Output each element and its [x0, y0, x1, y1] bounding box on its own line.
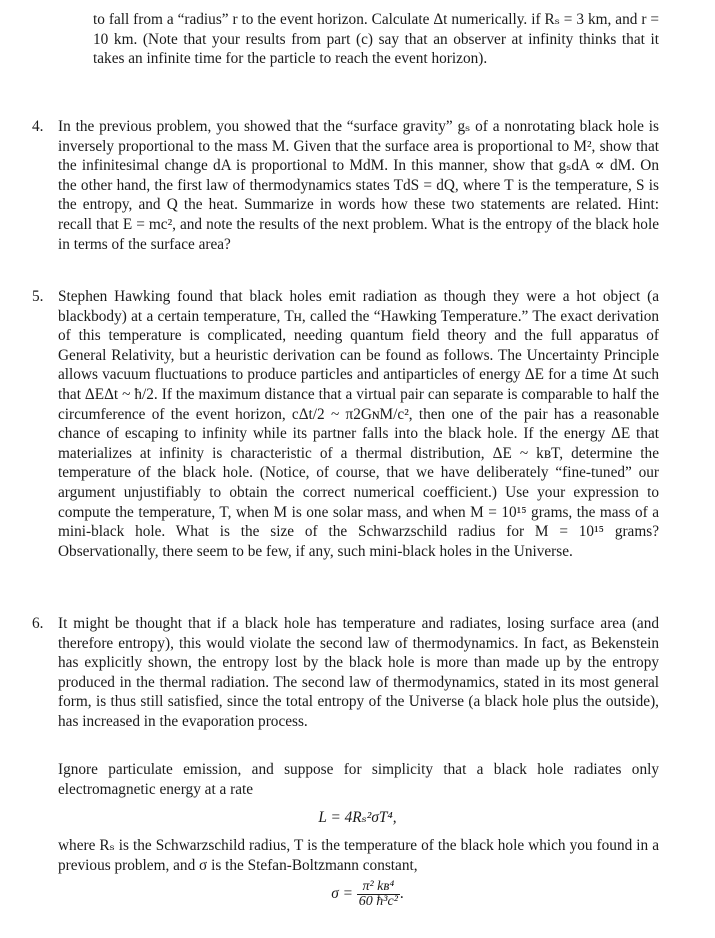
problem-number: 6. — [32, 615, 44, 632]
equation-stefan-boltzmann — [10, 880, 715, 909]
problem-number: 5. — [32, 288, 44, 305]
problem-5 — [32, 287, 659, 561]
problem-text: Stephen Hawking found that black holes emit radiation as though they were a hot object (a blackbody) at a certain temperature, Tʜ, called the “Hawking Temperature.” The exact derivation of this temperature is complicated, needing quantum field theory and the full apparatus of General Relativity, but a heuristic derivation can be found as follows. The Uncertainty Principle allows vacuum fluctuations to produce particles and antiparticles of energy ΔE for a time Δt such that ΔEΔt ~ ħ/2. If the maximum distance that a virtual pair can separate is comparable to half the circumference of the event horizon, cΔt/2 ~ π2GɴM/c², then one of the pair has a reasonable chance of escaping to infinity while its partner falls into the black hole. If the energy ΔE that materializes at infinity is characteristic of a thermal distribution, ΔE ~ kʙT, determine the temperature of the black hole. (Notice, of course, that we have deliberately “fine-tuned” our argument unjustifiably to obtain the correct numerical coefficient.) Use your expression to compute the temperature, T, when M is one solar mass, and when M = 10¹⁵ grams, the mass of a mini-black hole. What is the size of the Schwarzschild radius for M = 10¹⁵ grams? Observationally, there seem to be few, if any, such mini-black holes in the Universe. — [58, 288, 659, 560]
problem-6 — [32, 614, 659, 732]
fraction — [357, 880, 400, 909]
equation-end: . — [399, 885, 404, 903]
equation-lhs: σ = — [331, 885, 353, 903]
equation-luminosity — [0, 808, 715, 828]
problem-text: It might be thought that if a black hole has temperature and radiates, losing surface area (and therefore entropy), this would violate the second law of thermodynamics. In fact, as Bekenstein has explicitly shown, the entropy lost by the black hole is more than made up by the entropy produced in the thermal radiation. The second law of thermodynamics, stated in its most general form, is thus still satisfied, since the total entropy of the Universe (a black hole plus the outside), has increased in the evaporation process. — [58, 615, 659, 730]
problem-4 — [32, 117, 659, 254]
problem-text: In the previous problem, you showed that the “surface gravity” gₛ of a nonrotating black hole is inversely proportional to the mass M. Given that the surface area is proportional to M², show that the infinitesimal change dA is proportional to MdM. In this manner, show that gₛdA ∝ dM. On the other hand, the first law of thermodynamics states TdS = dQ, where T is the temperature, S is the entropy, and Q the heat. Summarize in words how these two statements are related. Hint: recall that E = mc², and note the results of the next problem. What is the entropy of the black hole in terms of the surface area? — [58, 118, 659, 253]
paragraph-rate: Ignore particulate emission, and suppose for simplicity that a black hole radiates only electromagnetic energy at a rate — [58, 761, 659, 798]
fraction-numerator: π² kʙ⁴ — [357, 880, 400, 895]
fraction-denominator: 60 ħ³c² — [358, 894, 398, 909]
problem-number: 4. — [32, 118, 44, 135]
equation-text: L = 4Rₛ²σT⁴, — [318, 809, 397, 826]
continuation-paragraph: to fall from a “radius” r to the event horizon. Calculate Δt numerically. if Rₛ = 3 km, and r = 10 km. (Note that your results from part (c) say that an observer at infinity thinks that it takes an infinite time for the particle to reach the event horizon). — [93, 11, 659, 68]
paragraph-sigma: where Rₛ is the Schwarzschild radius, T is the temperature of the black hole which you found in a previous problem, and σ is the Stefan-Boltzmann constant, — [58, 837, 659, 874]
